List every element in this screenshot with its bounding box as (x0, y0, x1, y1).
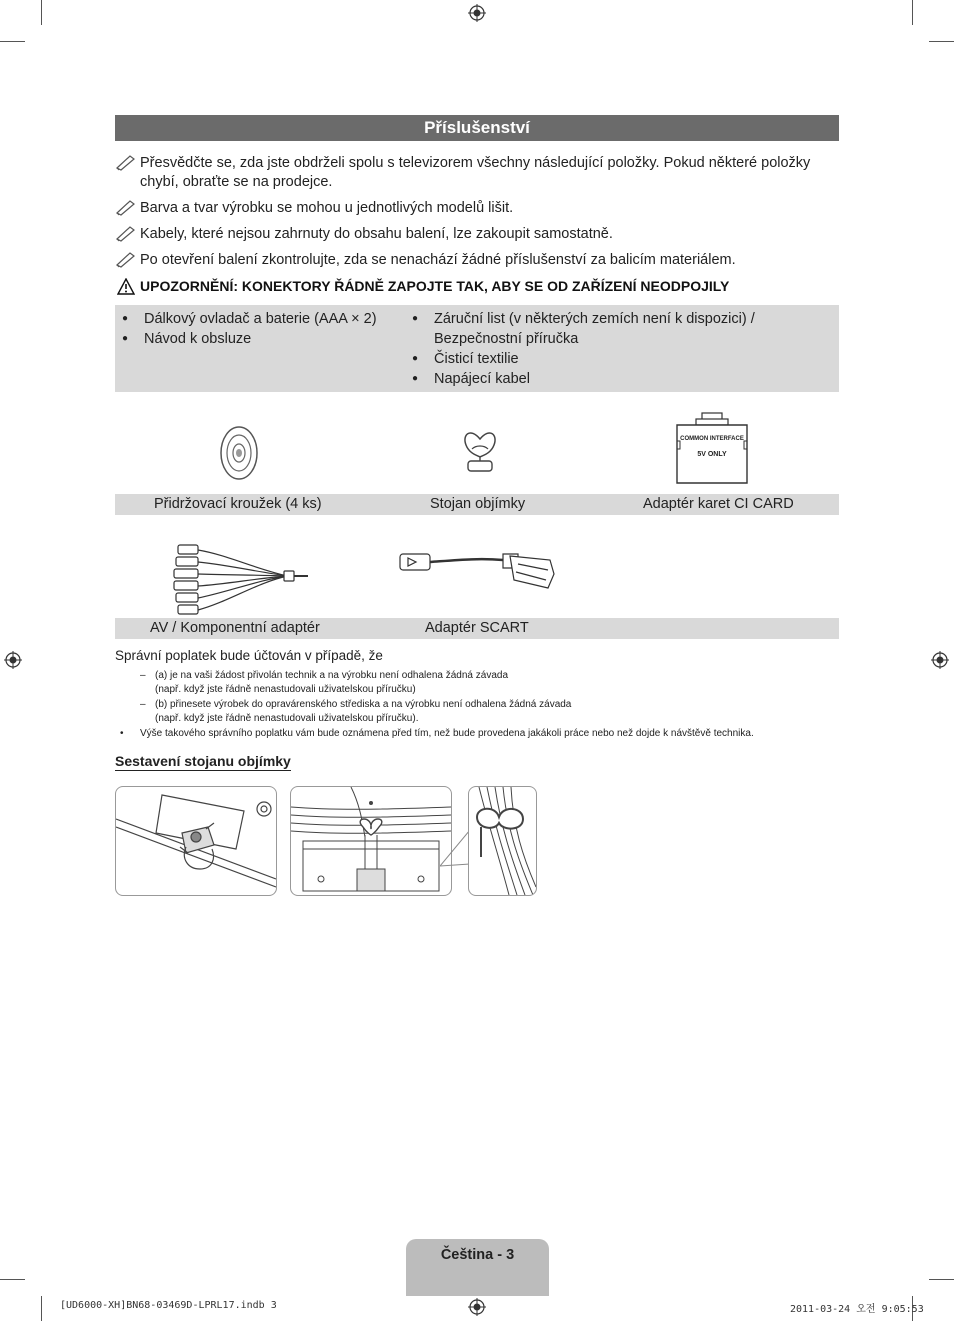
note-text: Po otevření balení zkontrolujte, zda se nenachází žádné příslušenství za balicím materiálem. (140, 252, 736, 268)
note-item (115, 251, 839, 270)
registration-mark-icon (4, 651, 22, 669)
crop-mark (929, 41, 954, 42)
section-title: Příslušenství (115, 115, 839, 141)
warning-icon (117, 278, 135, 295)
fee-bullet-text: Výše takového správního poplatku vám bude oznámena před tím, než bude provedena jakákoli práce nebo než dojde k návštěvě technika. (140, 728, 754, 739)
note-text: Barva a tvar výrobku se mohou u jednotlivých modelů lišit. (140, 200, 514, 216)
page-label: Čeština - 3 (440, 1247, 515, 1263)
holder-ring-image (218, 425, 260, 481)
registration-mark-icon (931, 651, 949, 669)
fee-item (155, 698, 835, 726)
fee-item-line: (a) je na vaši žádost přivolán technik a na výrobku není odhalena žádná závada (155, 670, 509, 681)
pencil-icon (115, 224, 137, 242)
registration-mark-icon (468, 1298, 486, 1316)
footer-timestamp: 2011-03-24 오전 9:05:53 (790, 1304, 924, 1315)
accessories-box (115, 305, 839, 392)
detail-callout-lines (440, 828, 470, 868)
fee-item-line: (např. když jste řádně nenastudovali uživatelskou příručku). (155, 713, 419, 724)
crop-mark (912, 0, 913, 25)
assembly-step-3-image (468, 786, 537, 896)
note-text: Kabely, které nejsou zahrnuty do obsahu balení, lze zakoupit samostatně. (140, 226, 613, 242)
crop-mark (0, 41, 25, 42)
note-text: Přesvědčte se, zda jste obdrželi spolu s televizorem všechny následující položky. Pokud některé položky chybí, obraťte se na prodejce. (140, 155, 811, 190)
note-item (115, 225, 839, 244)
warning-line (115, 278, 839, 294)
registration-mark-icon (468, 4, 486, 22)
list-item: ● Napájecí kabel (405, 369, 785, 389)
note-item (115, 199, 839, 218)
assembly-heading: Sestavení stojanu objímky (115, 753, 291, 769)
warning-text: UPOZORNĚNÍ: KONEKTORY ŘÁDNĚ ZAPOJTE TAK, ABY SE OD ZAŘÍZENÍ NEODPOJILY (140, 278, 730, 294)
list-item: ● Záruční list (v některých zemích není k dispozici) / Bezpečnostní příručka (405, 309, 785, 349)
pencil-icon (115, 153, 137, 171)
caption-ci-card-adapter: Adaptér karet CI CARD (643, 496, 794, 512)
fee-item-marker: – (140, 699, 146, 710)
page-number-tab (406, 1239, 549, 1296)
footer-file-info: [UD6000-XH]BN68-03469D-LPRL17.indb 3 (60, 1300, 277, 1311)
list-item: ● Návod k obsluze (115, 329, 395, 349)
list-item: ● Dálkový ovladač a baterie (AAA × 2) (115, 309, 395, 329)
note-item (115, 154, 839, 192)
pencil-icon (115, 250, 137, 268)
accessories-list-right (405, 309, 785, 389)
list-item: ● Čisticí textilie (405, 349, 785, 369)
crop-mark (41, 1296, 42, 1321)
fee-item-line: (např. když jste řádně nenastudovali uživatelskou příručku) (155, 684, 416, 695)
crop-mark (41, 0, 42, 25)
cable-holder-image (460, 427, 500, 475)
ci-card-voltage-label: 5V ONLY (697, 451, 727, 458)
ci-card-adapter-image (674, 411, 750, 487)
caption-bar-row1 (115, 494, 839, 515)
fee-bullet-marker: • (120, 728, 124, 739)
caption-av-component-adapter: AV / Komponentní adaptér (150, 620, 320, 636)
pencil-icon (115, 198, 137, 216)
fee-item (155, 669, 835, 697)
caption-bar-row2 (115, 618, 839, 639)
assembly-step-1-image (115, 786, 277, 896)
scart-adapter-image (398, 548, 556, 592)
av-component-adapter-image (168, 540, 310, 616)
caption-holder-ring: Přidržovací kroužek (4 ks) (154, 496, 322, 512)
fee-item-line: (b) přinesete výrobek do opravárenského střediska a na výrobku není odhalena žádná závada (155, 699, 572, 710)
fee-item-marker: – (140, 670, 146, 681)
fee-intro: Správní poplatek bude účtován v případě, že (115, 648, 383, 663)
crop-mark (929, 1279, 954, 1280)
accessories-list-left (115, 309, 395, 349)
ci-card-label: COMMON INTERFACE (680, 436, 744, 442)
caption-cable-holder: Stojan objímky (430, 496, 526, 512)
crop-mark (0, 1279, 25, 1280)
assembly-step-2-image (290, 786, 452, 896)
caption-scart-adapter: Adaptér SCART (425, 620, 529, 636)
